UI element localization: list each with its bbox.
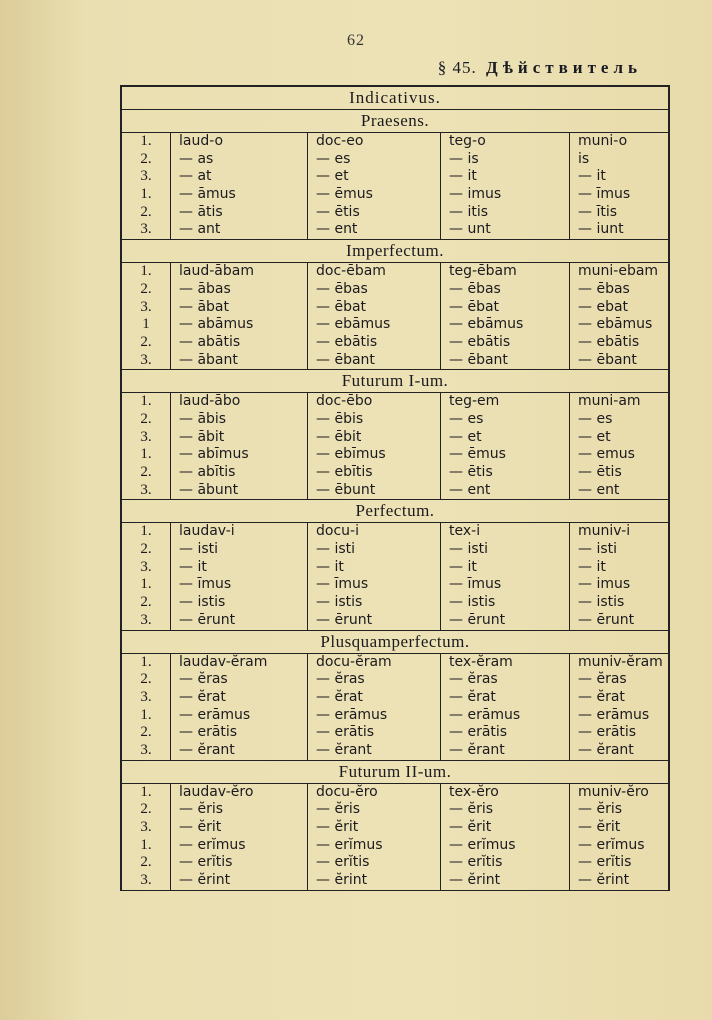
verb-form-cell: — erāmus [170,707,307,725]
verb-form-cell: — abātis [170,334,307,352]
verb-form-cell: — ēbant [569,352,668,370]
verb-form-cell: — erātis [307,724,440,742]
verb-form-cell: — is [440,151,569,169]
verb-form-cell: — erĭmus [569,837,668,855]
verb-form-cell: — āmus [170,186,307,204]
verb-form-cell: tex-ĕram [440,654,569,672]
verb-form-cell: — ĕras [307,671,440,689]
verb-form-cell: — isti [170,541,307,559]
table-row [122,872,668,890]
table-row [122,576,668,594]
verb-form-cell: — ebātis [569,334,668,352]
verb-form-cell: laudav-ĕram [170,654,307,672]
verb-form-cell: — it [307,559,440,577]
person-number: 1. [140,576,152,593]
person-number: 2. [140,724,152,741]
person-number: 2. [140,671,152,688]
verb-form-cell: — ebātis [307,334,440,352]
verb-form-cell: — et [569,429,668,447]
table-row [122,742,668,760]
verb-form-cell: — istis [569,594,668,612]
verb-form-cell: — es [307,151,440,169]
verb-form-cell: — isti [569,541,668,559]
table-row [122,482,668,500]
verb-form-cell: — ābis [170,411,307,429]
verb-form-cell: doc-ēbo [307,393,440,411]
verb-form-cell: teg-em [440,393,569,411]
verb-form-cell: — ēbas [440,281,569,299]
verb-form-cell: — erĭtis [440,854,569,872]
verb-form-cell: — ent [569,482,668,500]
verb-form-cell: — ēbant [440,352,569,370]
verb-form-cell: laud-ābo [170,393,307,411]
verb-form-cell: — ĕrant [307,742,440,760]
verb-form-cell: — ērunt [569,612,668,630]
table-row [122,654,668,672]
table-row [122,316,668,334]
verb-form-cell: — ebat [569,299,668,317]
table-row [122,411,668,429]
verb-form-cell: doc-eo [307,133,440,151]
verb-form-cell: — ābit [170,429,307,447]
verb-form-cell: — abīmus [170,446,307,464]
person-number: 1. [140,783,152,800]
table-row [122,559,668,577]
verb-form-cell: — ant [170,221,307,239]
verb-form-cell: — ebītis [307,464,440,482]
table-row [122,854,668,872]
verb-form-cell: — ĕrint [440,872,569,890]
person-number: 2. [140,280,152,297]
verb-form-cell: — erĭtis [569,854,668,872]
verb-form-cell: — erāmus [569,707,668,725]
table-row [122,204,668,222]
verb-form-cell: — imus [569,576,668,594]
person-number: 1. [140,836,152,853]
table-row [122,133,668,151]
tense-table [122,523,668,630]
verb-form-cell: laudav-ĕro [170,784,307,802]
verb-form-cell: tex-ĕro [440,784,569,802]
person-number: 1. [140,393,152,410]
verb-form-cell: — ĕrat [170,689,307,707]
verb-form-cell: — it [569,168,668,186]
person-number: 3. [140,611,152,628]
verb-form-cell: — ētis [569,464,668,482]
page-number: 62 [347,32,365,49]
header-title: Дѣйствитель [486,58,642,77]
verb-form-cell: muni-ebam [569,263,668,281]
table-row [122,221,668,239]
table-row [122,281,668,299]
person-number: 3. [140,481,152,498]
verb-form-cell: — ĕrit [440,819,569,837]
verb-form-cell: — ērunt [440,612,569,630]
person-number: 2. [140,203,152,220]
table-row [122,671,668,689]
person-number: 2. [140,150,152,167]
verb-form-cell: — ātis [170,204,307,222]
verb-form-cell: — ent [440,482,569,500]
verb-form-cell: — ĕris [307,801,440,819]
verb-form-cell: docu-ĕram [307,654,440,672]
verb-form-cell: — ēbant [307,352,440,370]
verb-form-cell: — ēbat [440,299,569,317]
verb-form-cell: — ebāmus [307,316,440,334]
verb-form-cell: — ĕrat [569,689,668,707]
person-number: 3. [140,819,152,835]
verb-form-cell: — isti [307,541,440,559]
verb-form-cell: — ēbas [307,281,440,299]
person-number: 3. [140,428,152,445]
verb-form-cell: — it [440,168,569,186]
verb-form-cell: — ĕras [440,671,569,689]
verb-form-cell: — ĕrant [440,742,569,760]
person-number: 1 [142,316,150,333]
table-row [122,151,668,169]
running-header [438,58,642,78]
verb-form-cell: — erĭtis [170,854,307,872]
verb-form-cell: — erāmus [440,707,569,725]
table-row [122,334,668,352]
table-row [122,523,668,541]
verb-form-cell: — ēmus [307,186,440,204]
person-number: 3. [140,298,152,315]
verb-form-cell: — abītis [170,464,307,482]
person-number: 3. [140,741,152,758]
verb-form-cell: — imus [440,186,569,204]
verb-form-cell: — ebāmus [569,316,668,334]
verb-form-cell: — ebāmus [440,316,569,334]
verb-form-cell: — isti [440,541,569,559]
verb-form-cell: laud-ābam [170,263,307,281]
verb-form-cell: — ĕrint [307,872,440,890]
verb-form-cell: — ābas [170,281,307,299]
tense-table [122,263,668,370]
table-row [122,801,668,819]
verb-form-cell: — iunt [569,221,668,239]
verb-form-cell: — ēbunt [307,482,440,500]
verb-form-cell: laud-o [170,133,307,151]
person-number: 1. [140,653,152,670]
table-row [122,837,668,855]
verb-form-cell: — īmus [307,576,440,594]
verb-form-cell: — erĭmus [170,837,307,855]
person-number: 2. [140,333,152,350]
person-number: 3. [140,351,152,368]
conjugation-table [120,85,670,891]
verb-form-cell: — it [170,559,307,577]
verb-form-cell: — īmus [440,576,569,594]
verb-form-cell: teg-ēbam [440,263,569,281]
person-number: 2. [140,854,152,871]
verb-form-cell: — itis [440,204,569,222]
verb-form-cell: — īmus [569,186,668,204]
tense-title: Plusquamperfectum. [122,631,668,654]
verb-form-cell: — istis [170,594,307,612]
verb-form-cell: is [569,151,668,169]
verb-form-cell: — it [569,559,668,577]
table-row [122,446,668,464]
verb-form-cell: — abāmus [170,316,307,334]
person-number: 3. [140,688,152,705]
verb-form-cell: laudav-i [170,523,307,541]
verb-form-cell: tex-i [440,523,569,541]
table-row [122,429,668,447]
verb-form-cell: — ĕris [170,801,307,819]
verb-form-cell: — ēbas [569,281,668,299]
tense-title: Futurum II-um. [122,761,668,784]
person-number: 1. [140,186,152,203]
person-number: 2. [140,801,152,818]
verb-form-cell: — erĭmus [440,837,569,855]
verb-form-cell: — ēbis [307,411,440,429]
person-number: 3. [140,872,152,889]
verb-form-cell: — erāmus [307,707,440,725]
table-row [122,464,668,482]
table-row [122,186,668,204]
verb-form-cell: — ĕris [569,801,668,819]
verb-form-cell: — ĕrit [170,819,307,837]
verb-form-cell: — ĕrant [569,742,668,760]
verb-form-cell: — ābant [170,352,307,370]
verb-form-cell: — es [440,411,569,429]
verb-form-cell: — ĕrit [569,819,668,837]
verb-form-cell: — ēmus [440,446,569,464]
verb-form-cell: — ĕrint [170,872,307,890]
verb-form-cell: — ĕrint [569,872,668,890]
section-number: § 45. [437,58,477,77]
verb-form-cell: — ĕrat [440,689,569,707]
table-row [122,541,668,559]
mood-title: Indicativus. [122,87,668,110]
verb-form-cell: muni-o [569,133,668,151]
table-row [122,352,668,370]
tense-title: Praesens. [122,110,668,133]
table-row [122,689,668,707]
verb-form-cell: — ētis [440,464,569,482]
verb-form-cell: — erātis [440,724,569,742]
person-number: 1. [140,706,152,723]
person-number: 1. [140,263,152,280]
verb-form-cell: — emus [569,446,668,464]
verb-form-cell: docu-i [307,523,440,541]
person-number: 3. [140,168,152,185]
verb-form-cell: muniv-ĕram [569,654,668,672]
verb-form-cell: — ebīmus [307,446,440,464]
person-number: 1. [140,523,152,540]
table-row [122,819,668,837]
person-number: 1. [140,446,152,463]
person-number: 2. [140,464,152,480]
verb-form-cell: teg-o [440,133,569,151]
tense-table [122,133,668,240]
person-number: 2. [140,410,152,427]
table-row [122,299,668,317]
verb-form-cell: muniv-ĕro [569,784,668,802]
verb-form-cell: — unt [440,221,569,239]
tense-table [122,393,668,500]
verb-form-cell: — ēbat [307,299,440,317]
verb-form-cell: — istis [440,594,569,612]
verb-form-cell: — ābunt [170,482,307,500]
verb-form-cell: — īmus [170,576,307,594]
verb-form-cell: — as [170,151,307,169]
verb-form-cell: muniv-i [569,523,668,541]
table-row [122,612,668,630]
verb-form-cell: — erātis [569,724,668,742]
tense-title: Futurum I-um. [122,370,668,393]
verb-form-cell: docu-ĕro [307,784,440,802]
person-number: 1. [140,133,152,149]
person-number: 3. [140,558,152,575]
verb-form-cell: — ĕrit [307,819,440,837]
verb-form-cell: — ĕrant [170,742,307,760]
verb-form-cell: — ĕris [440,801,569,819]
verb-form-cell: — erĭtis [307,854,440,872]
tense-table [122,654,668,761]
verb-form-cell: — at [170,168,307,186]
table-row [122,168,668,186]
verb-form-cell: — ebātis [440,334,569,352]
verb-form-cell: — ētis [307,204,440,222]
tense-table [122,784,668,891]
verb-form-cell: doc-ēbam [307,263,440,281]
verb-form-cell: — ītis [569,204,668,222]
verb-form-cell: — et [440,429,569,447]
verb-form-cell: — ēbit [307,429,440,447]
table-row [122,707,668,725]
verb-form-cell: — ĕras [170,671,307,689]
verb-form-cell: — it [440,559,569,577]
tenses-container [122,110,668,891]
verb-form-cell: muni-am [569,393,668,411]
tense-title: Imperfectum. [122,240,668,263]
table-row [122,724,668,742]
table-row [122,393,668,411]
table-row [122,263,668,281]
verb-form-cell: — ĕrat [307,689,440,707]
verb-form-cell: — ērunt [307,612,440,630]
verb-form-cell: — istis [307,594,440,612]
verb-form-cell: — ent [307,221,440,239]
verb-form-cell: — ērunt [170,612,307,630]
person-number: 2. [140,594,152,611]
verb-form-cell: — ābat [170,299,307,317]
verb-form-cell: — et [307,168,440,186]
table-row [122,594,668,612]
person-number: 3. [140,221,152,238]
person-number: 2. [140,541,152,558]
verb-form-cell: — erātis [170,724,307,742]
table-row [122,784,668,802]
verb-form-cell: — ĕras [569,671,668,689]
verb-form-cell: — es [569,411,668,429]
tense-title: Perfectum. [122,500,668,523]
verb-form-cell: — erĭmus [307,837,440,855]
